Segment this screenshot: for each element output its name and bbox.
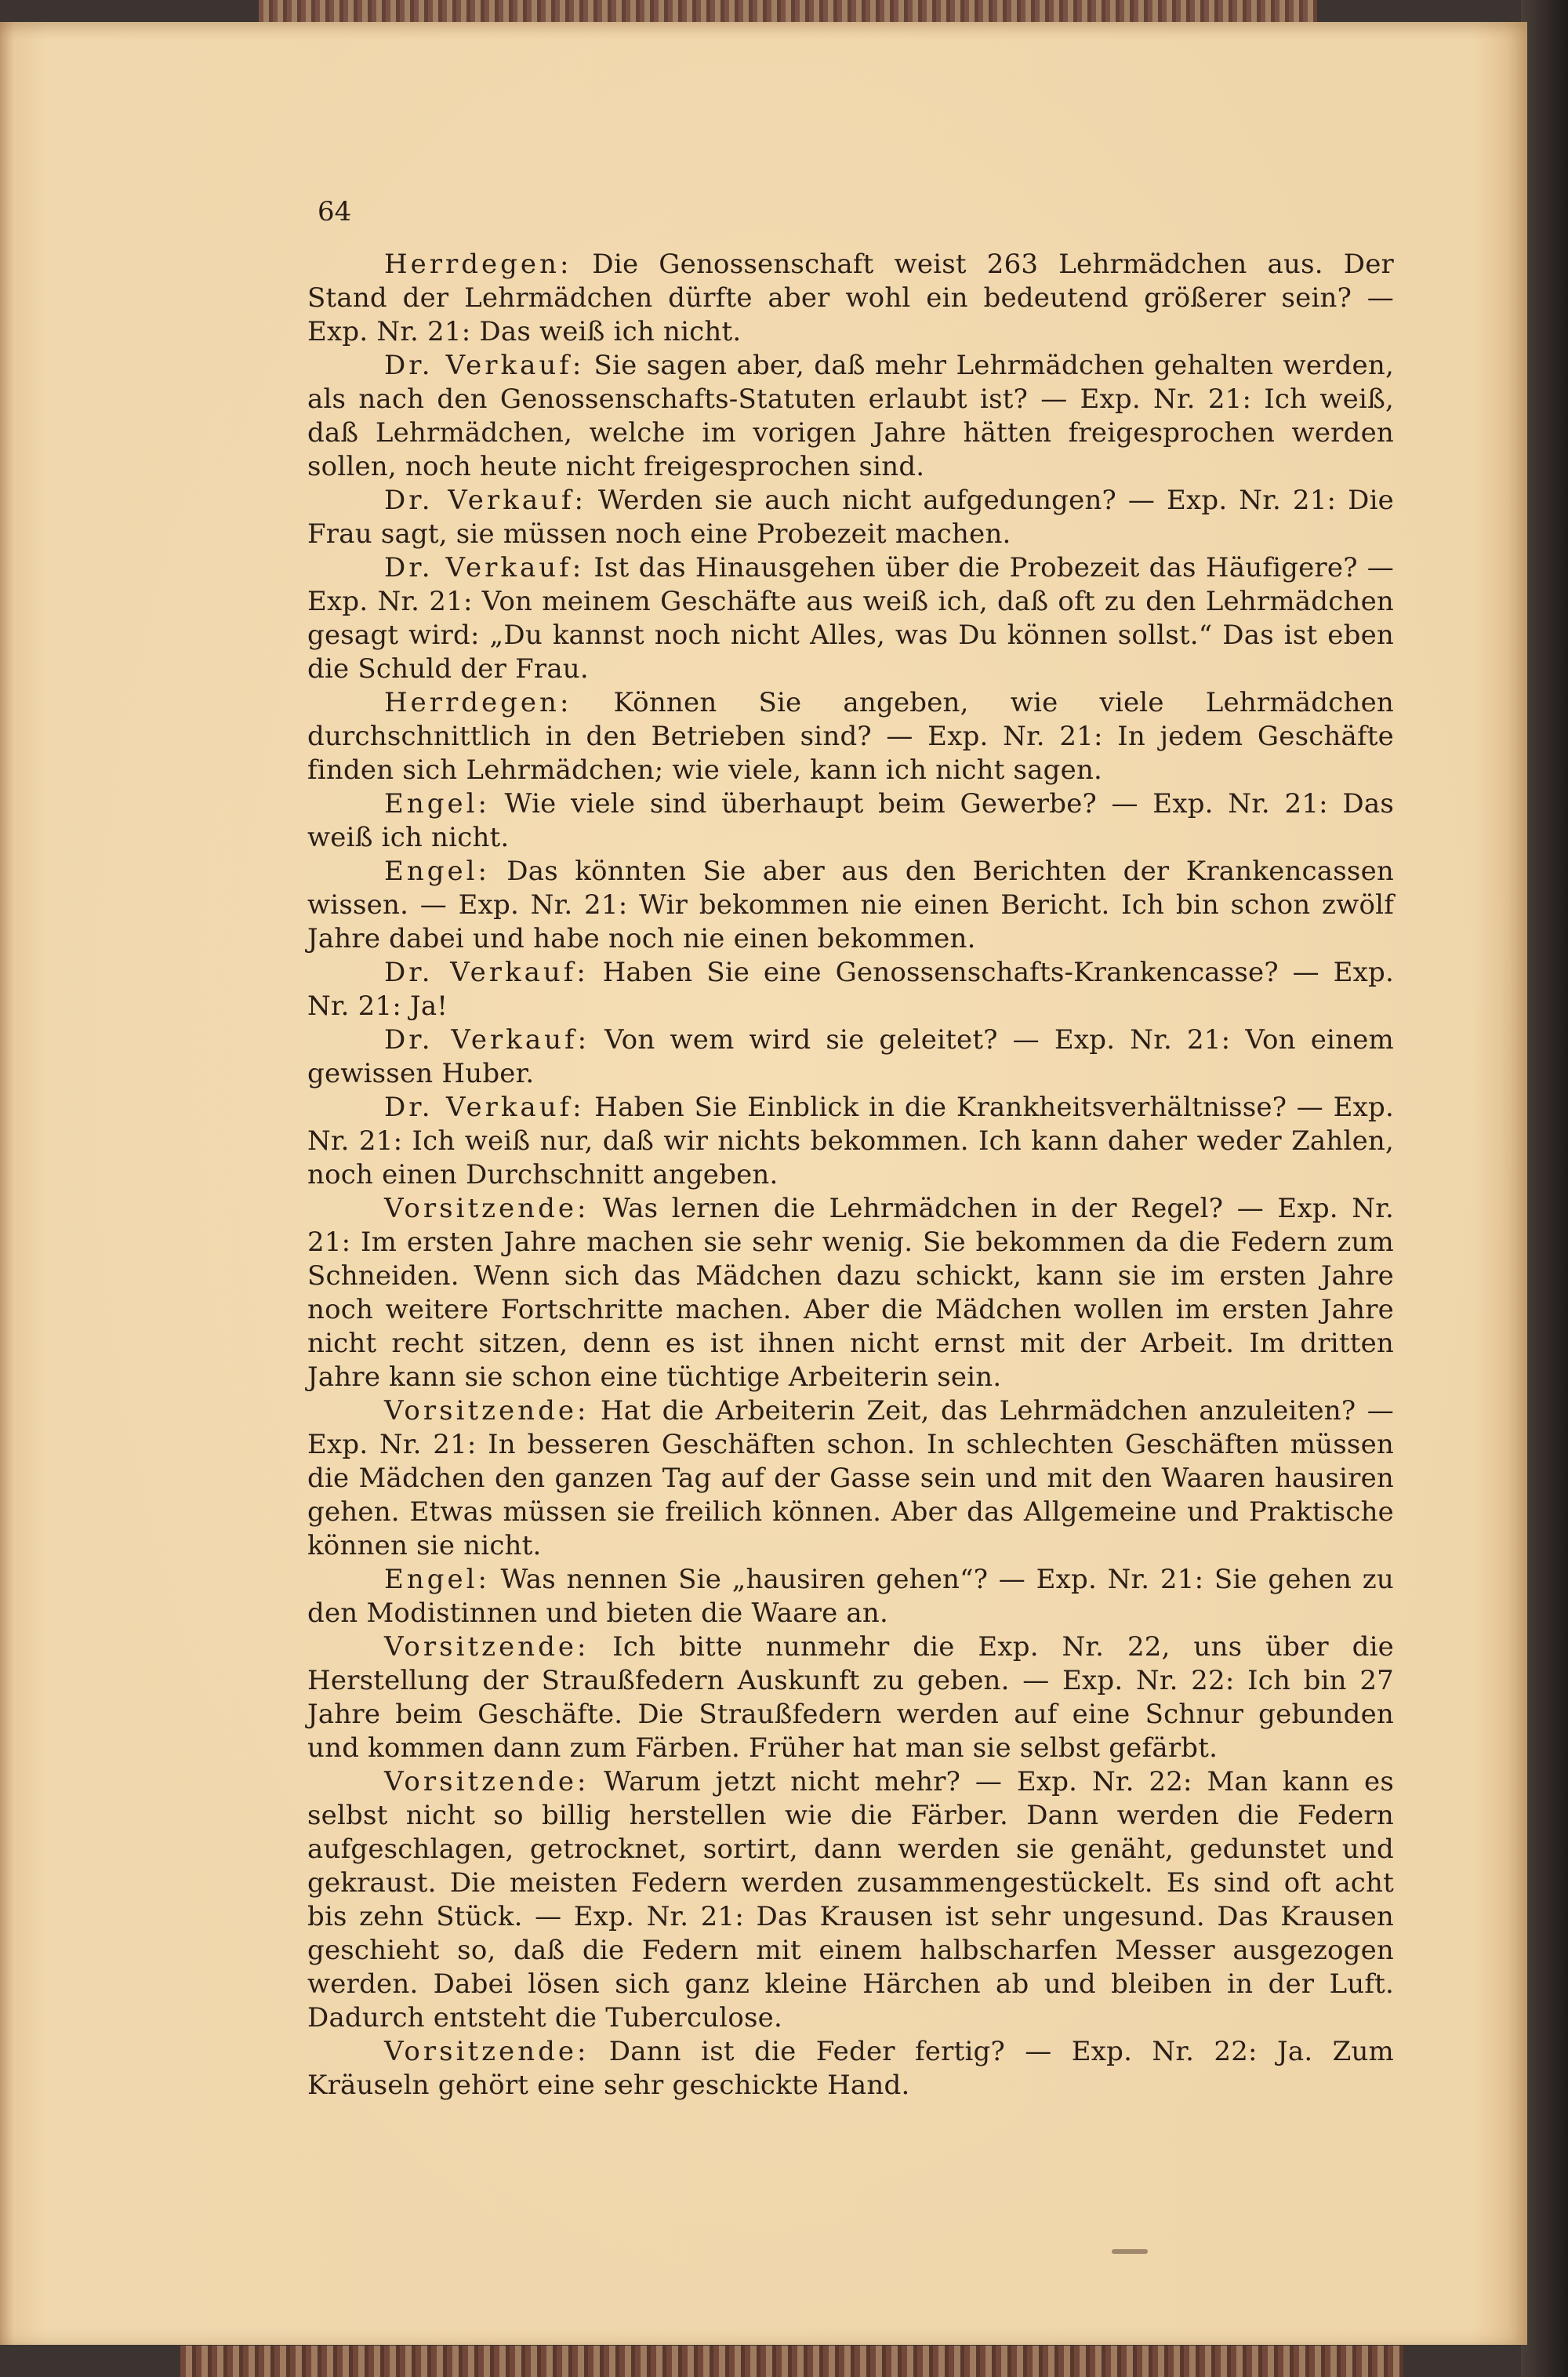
speaker: Dr. Verkauf:	[384, 485, 586, 516]
speech: Dann ist die Feder fertig? — Exp. Nr. 22: Ja. Zum Kräuseln gehört eine sehr geschickte Hand.	[307, 2036, 1394, 2101]
speaker: Dr. Verkauf:	[384, 1092, 585, 1123]
speaker: Dr. Verkauf:	[384, 1024, 590, 1056]
paragraph-11	[307, 1192, 1394, 1394]
paragraph-15	[307, 1765, 1394, 2035]
speech: Haben Sie Einblick in die Krankheitsverhältnisse? — Exp. Nr. 21: Ich weiß nur, daß wir nichts bekommen. Ich kann daher weder Zahlen, noch einen Durchschnitt angeben.	[307, 1092, 1395, 1190]
book-bottom-edge	[180, 2346, 1403, 2377]
speaker: Herrdegen:	[384, 687, 572, 718]
paragraph-16	[307, 2035, 1394, 2103]
speaker: Vorsitzende:	[384, 2036, 590, 2067]
ink-smudge	[1112, 2249, 1148, 2254]
speech: Das könnten Sie aber aus den Berichten der Krankencassen wissen. — Exp. Nr. 21: Wir bekommen nie einen Bericht. Ich bin schon zwölf Jahre dabei und habe noch nie einen bekommen.	[307, 856, 1394, 954]
paragraph-3	[307, 484, 1394, 551]
book-top-edge	[259, 0, 1317, 24]
paragraph-14	[307, 1630, 1394, 1765]
speech: Was lernen die Lehrmädchen in der Regel? — Exp. Nr. 21: Im ersten Jahre machen sie sehr wenig. Sie bekommen da die Federn zum Schneiden. Wenn sich das Mädchen dazu schickt, kann sie im ersten Jahre noch weitere Fortschritte machen. Aber die Mädchen wollen im ersten Jahre nicht recht sitzen, denn es ist ihnen nicht ernst mit der Arbeit. Im dritten Jahre kann sie schon eine tüchtige Arbeiterin sein.	[307, 1193, 1394, 1393]
speech: Haben Sie eine Genossenschafts-Krankencasse? — Exp. Nr. 21: Ja!	[307, 957, 1394, 1022]
paragraph-13	[307, 1563, 1394, 1630]
speech: Wie viele sind überhaupt beim Gewerbe? — Exp. Nr. 21: Das weiß ich nicht.	[307, 788, 1394, 853]
speech: Werden sie auch nicht aufgedungen? — Exp. Nr. 21: Die Frau sagt, sie müssen noch eine Probezeit machen.	[307, 485, 1394, 550]
speaker: Vorsitzende:	[384, 1631, 590, 1663]
speech: Hat die Arbeiterin Zeit, das Lehrmädchen anzuleiten? — Exp. Nr. 21: In besseren Geschäften schon. In schlechten Geschäften müssen die Mädchen den ganzen Tag auf der Gasse sein und mit den Waaren hausiren gehen. Etwas müssen sie freilich können. Aber das Allgemeine und Praktische können sie nicht.	[307, 1395, 1394, 1561]
speech: Von wem wird sie geleitet? — Exp. Nr. 21: Von einem gewissen Huber.	[307, 1024, 1394, 1089]
speaker: Dr. Verkauf:	[384, 957, 589, 988]
paragraph-5	[307, 686, 1394, 787]
speech: Sie sagen aber, daß mehr Lehrmädchen gehalten werden, als nach den Genossenschafts-Statuten erlaubt ist? — Exp. Nr. 21: Ich weiß, daß Lehrmädchen, welche im vorigen Jahre hätten freigesprochen werden sollen, noch heute nicht freigesprochen sind.	[307, 350, 1394, 482]
speaker: Dr. Verkauf:	[384, 552, 585, 583]
paragraph-7	[307, 855, 1394, 956]
speaker: Herrdegen:	[384, 249, 572, 280]
speech: Die Genossenschaft weist 263 Lehrmädchen aus. Der Stand der Lehrmädchen dürfte aber wohl ein bedeutend größerer sein? — Exp. Nr. 21: Das weiß ich nicht.	[307, 249, 1394, 347]
paragraph-9	[307, 1023, 1394, 1091]
speech: Ich bitte nunmehr die Exp. Nr. 22, uns über die Herstellung der Straußfedern Auskunft zu geben. — Exp. Nr. 22: Ich bin 27 Jahre beim Geschäfte. Die Straußfedern werden auf eine Schnur gebunden und kommen dann zum Färben. Früher hat man sie selbst gefärbt.	[307, 1631, 1394, 1764]
paragraph-6	[307, 787, 1394, 855]
speech: Was nennen Sie „hausiren gehen“? — Exp. Nr. 21: Sie gehen zu den Modistinnen und bieten die Waare an.	[307, 1564, 1394, 1629]
page-number: 64	[318, 196, 352, 227]
book-cover-edge	[1521, 0, 1568, 2377]
paragraph-8	[307, 956, 1394, 1023]
paragraph-10	[307, 1091, 1394, 1192]
paragraph-1	[307, 248, 1394, 349]
speaker: Engel:	[384, 1564, 490, 1595]
transcript-text	[307, 248, 1394, 2103]
paper-page	[0, 22, 1527, 2345]
speaker: Vorsitzende:	[384, 1766, 590, 1797]
speaker: Engel:	[384, 856, 490, 887]
speaker: Engel:	[384, 788, 490, 820]
speaker: Vorsitzende:	[384, 1395, 590, 1427]
speaker: Vorsitzende:	[384, 1193, 590, 1224]
speech: Ist das Hinausgehen über die Probezeit das Häufigere? — Exp. Nr. 21: Von meinem Geschäfte aus weiß ich, daß oft zu den Lehrmädchen gesagt wird: „Du kannst noch nicht Alles, was Du können sollst.“ Das ist eben die Schuld der Frau.	[307, 552, 1394, 685]
speaker: Dr. Verkauf:	[384, 350, 585, 381]
speech: Können Sie angeben, wie viele Lehrmädchen durchschnittlich in den Betrieben sind? — Exp. Nr. 21: In jedem Geschäfte finden sich Lehrmädchen; wie viele, kann ich nicht sagen.	[307, 687, 1394, 786]
paragraph-4	[307, 551, 1394, 686]
paragraph-12	[307, 1394, 1394, 1563]
paragraph-2	[307, 349, 1394, 484]
speech: Warum jetzt nicht mehr? — Exp. Nr. 22: Man kann es selbst nicht so billig herstellen wie die Färber. Dann werden die Federn aufgeschlagen, getrocknet, sortirt, dann werden sie genäht, gedunstet und gekraust. Die meisten Federn werden zusammengestückelt. Es sind oft acht bis zehn Stück. — Exp. Nr. 21: Das Krausen ist sehr ungesund. Das Krausen geschieht so, daß die Federn mit einem halbscharfen Messer ausgezogen werden. Dabei lösen sich ganz kleine Härchen ab und bleiben in der Luft. Dadurch entsteht die Tuberculose.	[307, 1766, 1394, 2034]
